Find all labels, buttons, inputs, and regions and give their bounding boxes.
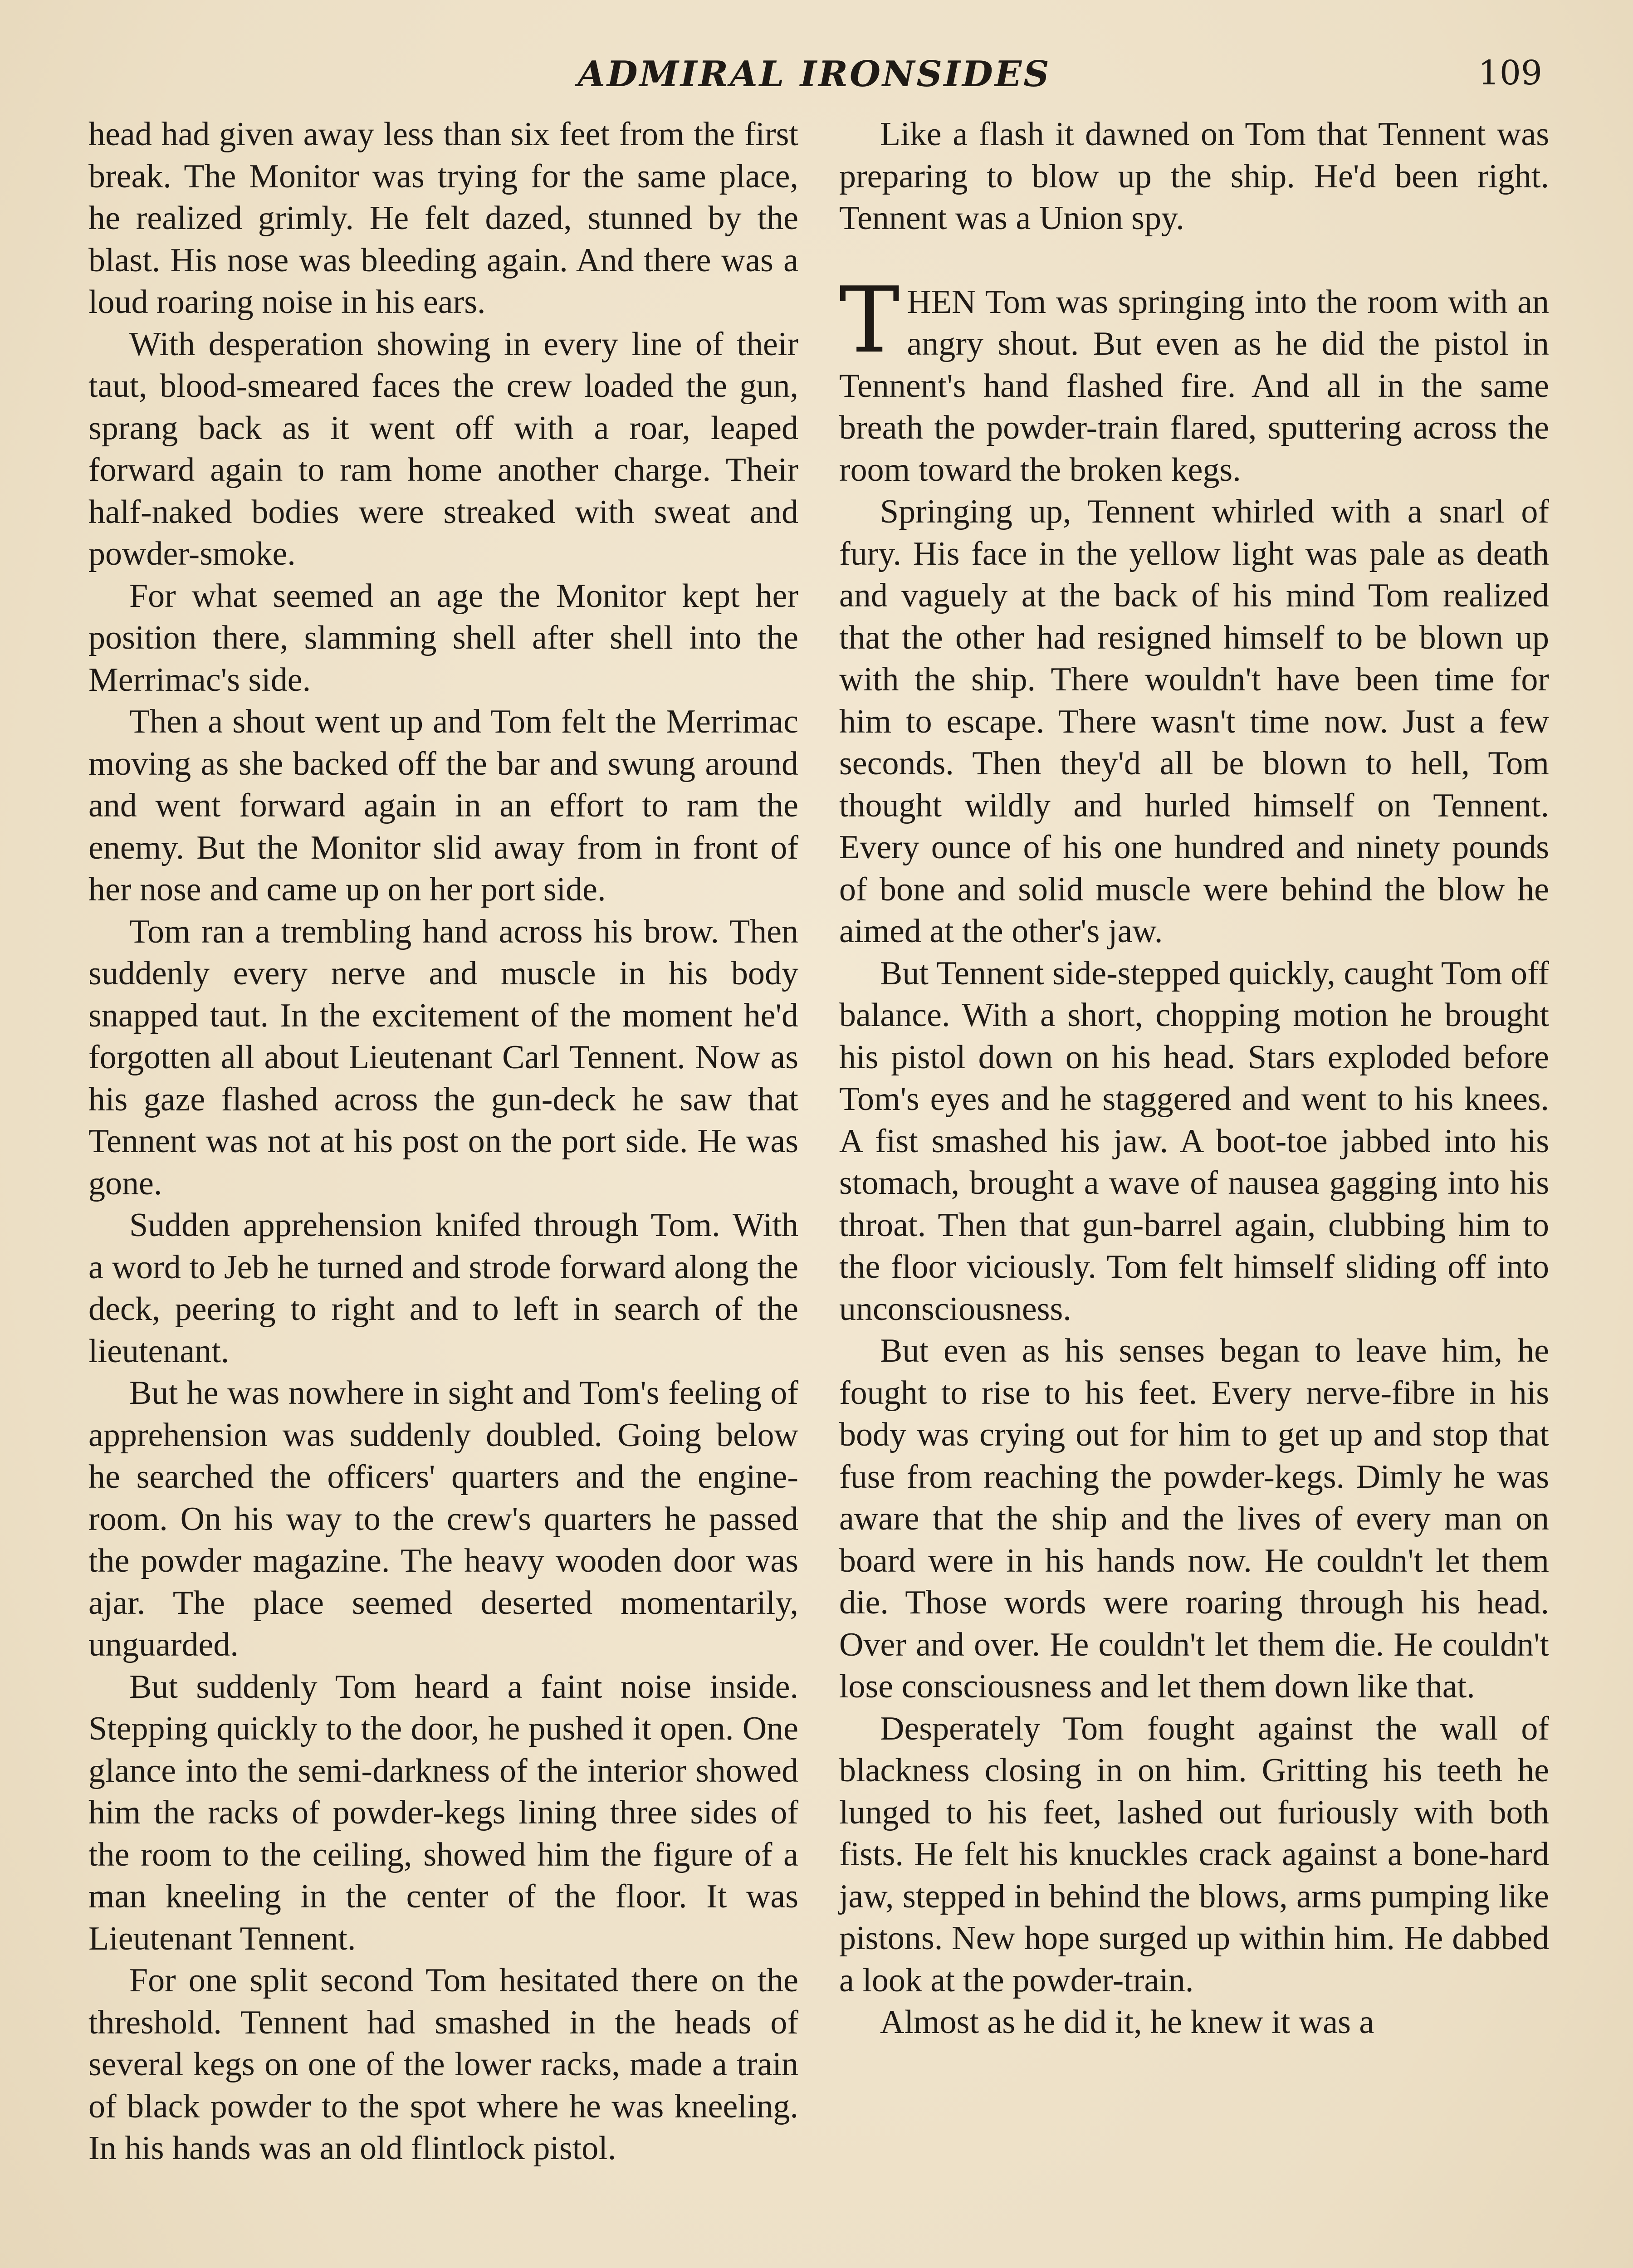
page-number: 109 [1478,54,1542,93]
paragraph: But suddenly Tom heard a faint noise inside. Stepping quickly to the door, he pushed it open. One glance into the semi-darkness of the interior showed him the racks of powder-kegs lining three sides of the room to the ceiling, showed him the figure of a man kneeling in the center of the floor. It was Lieutenant Tennent. [88,1668,798,1957]
running-title: ADMIRAL IRONSIDES [577,54,1051,95]
paragraph: But he was nowhere in sight and Tom's feeling of apprehension was suddenly doubled. Going below he searched the officers' quarters and the engine-room. On his way to the crew's quarters he passed the powder magazine. The heavy wooden door was ajar. The place seemed deserted momentarily, unguarded. [88,1374,798,1663]
paragraph: Springing up, Tennent whirled with a snarl of fury. His face in the yellow light was pale as death and vaguely at the back of his mind Tom realized that the other had resigned himself to be blown up with the ship. There wouldn't have been time for him to escape. There wasn't time now. Just a few seconds. Then they'd all be blown to hell, Tom thought wildly and hurled himself on Tennent. Every ounce of his one hundred and ninety pounds of bone and solid muscle were behind the blow he aimed at the other's jaw. [839,493,1549,950]
paragraph: Tom ran a trembling hand across his brow. Then suddenly every nerve and muscle in his body snapped taut. In the excitement of the moment he'd forgotten all about Lieutenant Carl Tennent. Now as his gaze flashed across the gun-deck he saw that Tennent was not at his post on the port side. He was gone. [88,913,798,1202]
drop-cap: T [839,267,900,373]
paragraph: head had given away less than six feet from the first break. The Monitor was trying for the same place, he realized grimly. He felt dazed, stunned by the blast. His nose was bleeding again. And there was a loud roaring noise in his ears. [88,116,798,321]
section-start-paragraph [839,267,1549,491]
section-first-text: HEN Tom was springing into the room with an angry shout. But even as he did the pistol in Tennent's hand flashed fire. And all in the same breath the powder-train flared, sputtering across the room toward the broken kegs. [839,283,1549,489]
paragraph: But even as his senses began to leave him, he fought to rise to his feet. Every nerve-fibre in his body was crying out for him to get up and stop that fuse from reaching the powder-kegs. Dimly he was aware that the ship and the lives of every man on board were in his hands now. He couldn't let them die. Those words were roaring through his head. Over and over. He couldn't let them die. He couldn't lose consciousness and let them down like that. [839,1332,1549,1705]
right-column [839,113,1549,2043]
paragraph: For one split second Tom hesitated there on the threshold. Tennent had smashed in the heads of several kegs on one of the lower racks, made a train of black powder to the spot where he was kneeling. In his hands was an old flintlock pistol. [88,1962,798,2167]
paragraph: Desperately Tom fought against the wall of blackness closing in on him. Gritting his teeth he lunged to his feet, lashed out furiously with both fists. He felt his knuckles crack against a bone-hard jaw, stepped in behind the blows, arms pumping like pistons. New hope surged up within him. He dabbed a look at the powder-train. [839,1710,1549,1999]
paragraph: Like a flash it dawned on Tom that Tennent was preparing to blow up the ship. He'd been right. Tennent was a Union spy. [839,116,1549,237]
left-column [88,113,798,2170]
paragraph: Then a shout went up and Tom felt the Merrimac moving as she backed off the bar and swung around and went forward again in an effort to ram the enemy. But the Monitor slid away from in front of her nose and came up on her port side. [88,703,798,908]
paragraph: But Tennent side-stepped quickly, caught Tom off balance. With a short, chopping motion he brought his pistol down on his head. Stars exploded before Tom's eyes and he staggered and went to his knees. A fist smashed his jaw. A boot-toe jabbed into his stomach, brought a wave of nausea gagging into his throat. Then that gun-barrel again, clubbing him to the floor viciously. Tom felt himself sliding off into unconsciousness. [839,954,1549,1328]
paragraph: Sudden apprehension knifed through Tom. With a word to Jeb he turned and strode forward along the deck, peering to right and to left in search of the lieutenant. [88,1207,798,1370]
paragraph: Almost as he did it, he knew it was a [880,2004,1374,2041]
page-header [86,54,1542,103]
paragraph: With desperation showing in every line of their taut, blood-smeared faces the crew loaded the gun, sprang back as it went off with a roar, leaped forward again to ram home another charge. Their half-naked bodies were streaked with sweat and powder-smoke. [88,325,798,572]
paragraph: For what seemed an age the Monitor kept her position there, slamming shell after shell into the Merrimac's side. [88,577,798,699]
